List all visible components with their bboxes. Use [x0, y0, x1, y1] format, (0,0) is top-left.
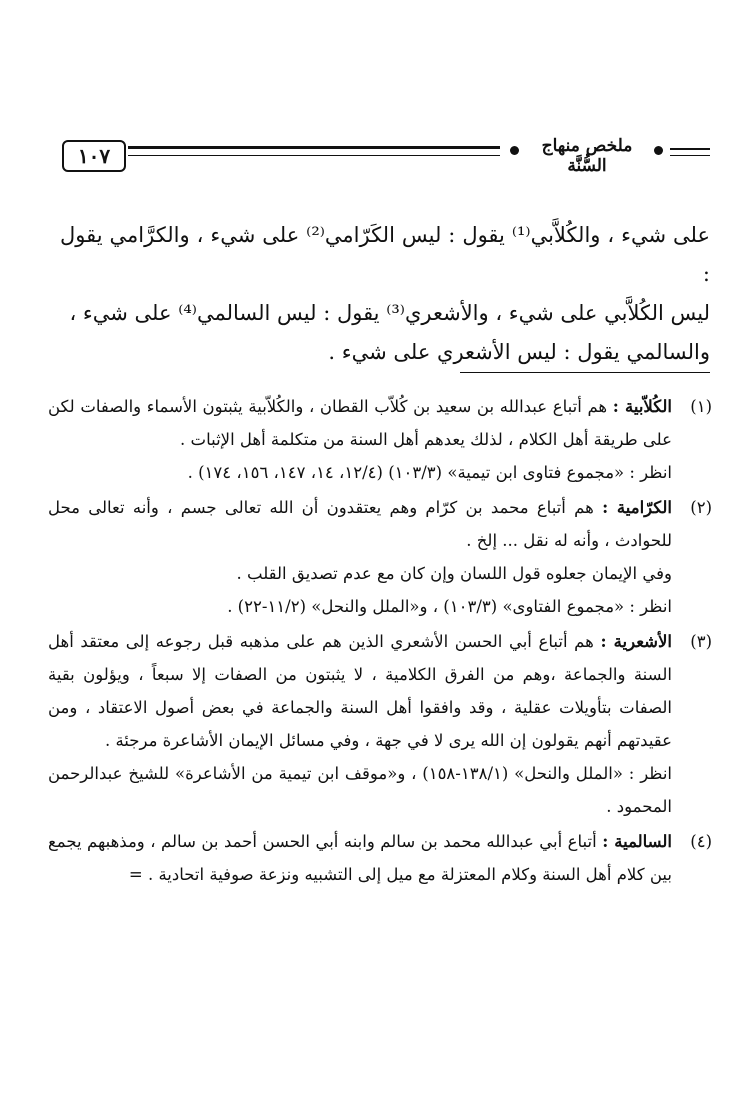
footnote-number: (١): [690, 397, 712, 416]
footnote-reference: انظر : «مجموع الفتاوى» (١٠٣/٣) ، و«الملل والنحل» (١١/٢-٢٢) .: [227, 597, 672, 616]
header-rule-right: [670, 148, 710, 156]
footnote-text: هم أتباع عبدالله بن سعيد بن كُلاّب القطان ، والكُلاّبية يثبتون الأسماء والصفات لكن على طريقة أهل الكلام ، لذلك يعدهم أهل السنة من متكلمة أهل الإثبات .: [48, 397, 672, 449]
main-text: [60, 216, 710, 372]
footnote-number: (٣): [690, 632, 712, 651]
bullet-dot-right: [654, 146, 663, 155]
footnote-term: الكُلاّبية :: [612, 397, 672, 416]
footnote-4: [48, 825, 712, 891]
bullet-dot-left: [510, 146, 519, 155]
footnote-reference: انظر : «مجموع فتاوى ابن تيمية» (١٠٣/٣) (١٢/٤، ١٤، ١٤٧، ١٥٦، ١٧٤) .: [187, 463, 672, 482]
main-line: والسالمي يقول : ليس الأشعري على شيء .: [328, 340, 710, 364]
header-rule-left: [128, 146, 500, 156]
footnote-text: هم أتباع أبي الحسن الأشعري الذين هم على مذهبه قبل رجوعه إلى معتقد أهل السنة والجماعة ،وهم من الفرق الكلامية ، لا يثبتون من الصفات إلا سبعاً ، ويؤلون بقية الصفات بتأويلات عقلية ، وقد وافقوا أهل السنة والجماعة في بعض أصول الاعتقاد ، ومن عقيدتهم أنهم يقولون إن الله يرى لا في جهة ، وفي مسائل الإيمان الأشاعرة مرجئة .: [48, 632, 672, 750]
footnote-1: [48, 390, 712, 489]
footnote-term: الأشعرية :: [600, 632, 672, 651]
footnote-reference: انظر : «الملل والنحل» (١٣٨/١-١٥٨) ، و«موقف ابن تيمية من الأشاعرة» للشيخ عبدالرحمن المحمود .: [48, 764, 673, 816]
footnote-number: (٤): [690, 832, 712, 851]
footnote-text: أتباع أبي عبدالله محمد بن سالم وابنه أبي الحسن أحمد بن سالم ، ومذهبهم يجمع بين كلام أهل السنة وكلام المعتزلة مع ميل إلى التشبيه ونزعة صوفية اتحادية . =: [48, 832, 672, 884]
main-line: ليس الكُلاَّبي على شيء ، والأشعري⁽³⁾ يقول : ليس السالمي⁽⁴⁾ على شيء ،: [69, 301, 710, 325]
main-line: على شيء ، والكُلاَّبي⁽¹⁾ يقول : ليس الكَرّامي⁽²⁾ على شيء ، والكرَّامي يقول :: [60, 223, 710, 286]
page-number: ١٠٧: [62, 140, 126, 172]
footnote-text: هم أتباع محمد بن كرّام وهم يعتقدون أن الله تعالى جسم ، وأنه تعالى محل للحوادث ، وأنه له نقل ... إلخ .: [48, 498, 672, 550]
footnote-number: (٢): [690, 498, 712, 517]
footnotes: [48, 390, 712, 893]
footnote-3: [48, 625, 712, 823]
footnote-separator: [460, 372, 710, 373]
footnote-term: الكرّامية :: [602, 498, 672, 517]
footnote-text: وفي الإيمان جعلوه قول اللسان وإن كان مع عدم تصديق القلب .: [236, 564, 672, 583]
running-title: ملخص منهاج السُّنَّة: [541, 136, 633, 176]
footnote-2: [48, 491, 712, 623]
page-header: [62, 132, 710, 176]
footnote-term: السالمية :: [602, 832, 672, 851]
